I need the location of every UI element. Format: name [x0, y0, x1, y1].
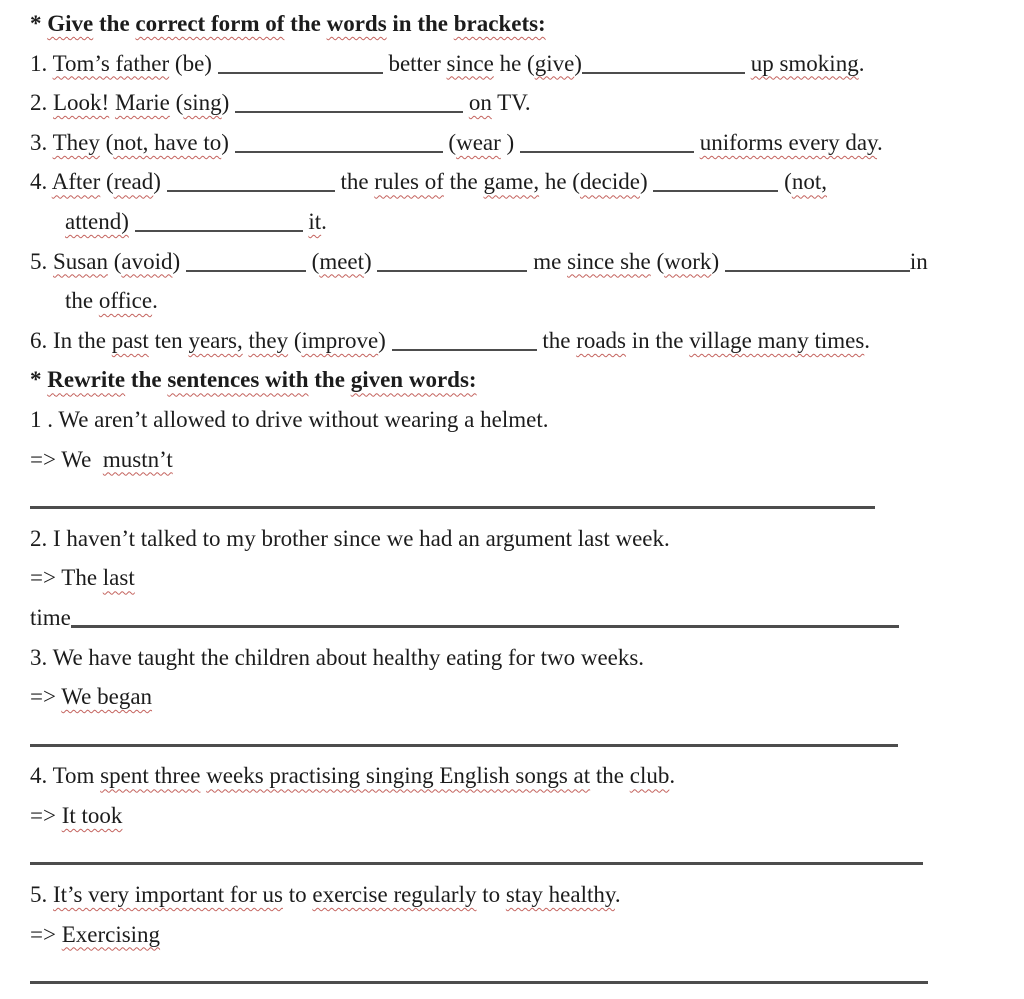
text-run: => The — [30, 565, 103, 591]
text-run: to — [476, 882, 506, 908]
spellcheck-flagged-text: sentences with — [167, 367, 309, 393]
spellcheck-flagged-text: past — [111, 327, 149, 353]
spellcheck-flagged-text: improve — [301, 327, 379, 353]
spellcheck-flagged-text: not, — [791, 169, 827, 195]
spellcheck-flagged-text: Look! — [53, 90, 110, 116]
text-run: . — [152, 288, 158, 314]
spellcheck-flagged-text: read — [113, 169, 154, 195]
spellcheck-flagged-text: roads — [576, 327, 627, 353]
spellcheck-flagged-text: meet — [319, 248, 365, 274]
text-run: ( — [107, 248, 122, 274]
answer-blank — [235, 111, 463, 113]
spellcheck-flagged-text: Exercising — [61, 921, 161, 947]
text-run: 1 . We aren’t allowed to drive without wearing a helmet. — [30, 406, 549, 432]
text-run: ) — [364, 248, 378, 274]
spellcheck-flagged-text: uniforms every day — [699, 129, 878, 155]
text-run: TV. — [491, 90, 531, 116]
q4-line1 — [0, 162, 1024, 202]
spellcheck-flagged-text: sing — [183, 90, 222, 116]
text-run: ) — [711, 248, 725, 274]
q5-line2 — [0, 281, 1024, 321]
spellcheck-flagged-text: given words: — [350, 367, 477, 393]
text-run: 5. — [30, 248, 53, 274]
answer-blank — [30, 744, 898, 747]
text-run: ( — [650, 248, 665, 274]
answer-blank — [725, 270, 910, 272]
q3 — [0, 123, 1024, 163]
text-run: the — [284, 11, 327, 36]
text-run: 5. — [30, 882, 53, 908]
r1-prompt — [0, 440, 1024, 480]
text-run: the — [536, 327, 577, 353]
text-run: better — [382, 50, 447, 76]
spellcheck-flagged-text: We began — [61, 684, 153, 710]
text-run: 2. I haven’t talked to my brother since we had an argument last week. — [30, 525, 670, 551]
text-run: the — [308, 367, 351, 393]
text-run: the — [65, 288, 99, 314]
spellcheck-flagged-text: wear — [456, 129, 501, 155]
text-run: ) — [221, 129, 235, 155]
r1-blank — [0, 479, 1024, 519]
heading-part1 — [0, 4, 1024, 44]
spellcheck-flagged-text: Marie — [114, 90, 170, 116]
spellcheck-flagged-text: Tom’s father — [52, 50, 170, 76]
spellcheck-flagged-text: attend) — [65, 208, 129, 234]
r4-blank — [0, 835, 1024, 875]
r3-sentence — [0, 638, 1024, 678]
text-run: he ( — [493, 50, 535, 76]
spellcheck-flagged-text: village many times — [689, 327, 865, 353]
text-run: 2. — [30, 90, 53, 116]
spellcheck-flagged-text: words — [326, 11, 387, 36]
spellcheck-flagged-text: After — [51, 169, 101, 195]
text-run: 3. — [30, 129, 53, 155]
q6 — [0, 321, 1024, 361]
spellcheck-flagged-text: mustn’t — [102, 446, 173, 472]
text-run: => We — [30, 446, 103, 472]
text-run: the — [590, 763, 630, 789]
r3-prompt — [0, 677, 1024, 717]
spellcheck-flagged-text: since — [446, 50, 494, 76]
text-run: the — [443, 169, 484, 195]
text-run: ( — [99, 129, 114, 155]
text-run: ( — [442, 129, 457, 155]
q1 — [0, 44, 1024, 84]
text-run: (be) — [169, 50, 218, 76]
text-run: the — [334, 169, 375, 195]
q4-line2 — [0, 202, 1024, 242]
answer-blank — [30, 506, 875, 509]
spellcheck-flagged-text: exercise regularly — [312, 882, 477, 908]
text-run: ( — [100, 169, 114, 195]
text-run: to — [282, 882, 313, 908]
r4-prompt — [0, 796, 1024, 836]
spellcheck-flagged-text: decide — [579, 169, 640, 195]
spellcheck-flagged-text: last — [102, 565, 135, 591]
answer-blank — [235, 151, 443, 153]
r3-blank — [0, 717, 1024, 757]
text-run: . — [877, 129, 883, 155]
text-run: the — [125, 367, 168, 393]
spellcheck-flagged-text: office — [98, 288, 153, 314]
text-run: 4. — [30, 169, 52, 195]
spellcheck-flagged-text: Rewrite — [47, 367, 126, 393]
r5-sentence — [0, 875, 1024, 915]
spellcheck-flagged-text: work — [664, 248, 712, 274]
text-run: . — [864, 327, 871, 353]
text-run: in the — [626, 327, 690, 353]
spellcheck-flagged-text: Give — [47, 11, 94, 36]
text-run: me — [527, 248, 568, 274]
answer-blank — [135, 230, 303, 232]
spellcheck-flagged-text: on — [468, 90, 492, 116]
text-run: 3. We have taught the children about healthy eating for two weeks. — [30, 644, 645, 670]
text-run: ) — [153, 169, 167, 195]
text-run: => — [30, 802, 62, 828]
spellcheck-flagged-text: not, have to — [113, 129, 222, 155]
answer-blank — [167, 190, 335, 192]
r2-prompt — [0, 558, 1024, 598]
spellcheck-flagged-text: since she — [567, 248, 651, 274]
heading-part2 — [0, 360, 1024, 400]
text-run: ) — [221, 90, 236, 116]
text-run: * — [30, 367, 48, 393]
spellcheck-flagged-text: avoid — [121, 248, 173, 274]
text-run: ) — [172, 248, 186, 274]
spellcheck-flagged-text: years, — [188, 327, 243, 353]
spellcheck-flagged-text: They — [52, 129, 100, 155]
r5-blank — [0, 954, 1024, 994]
spellcheck-flagged-text: correct form of — [135, 11, 285, 36]
answer-blank — [653, 190, 778, 192]
text-run: he ( — [539, 169, 580, 195]
answer-blank — [377, 270, 527, 272]
spellcheck-flagged-text: It took — [61, 802, 123, 828]
text-run: 6. In the — [30, 327, 112, 353]
text-run: ( — [169, 90, 184, 116]
text-run: ) — [378, 327, 392, 353]
text-run: . — [321, 208, 327, 234]
spellcheck-flagged-text: brackets: — [453, 11, 546, 36]
answer-blank — [71, 625, 899, 628]
text-run: 1. — [30, 50, 53, 76]
text-run: * — [30, 11, 48, 36]
spellcheck-flagged-text: weeks practising singing English songs at — [206, 763, 591, 789]
r2-blank — [0, 598, 1024, 638]
spellcheck-flagged-text: rules of — [374, 169, 444, 195]
r1-sentence — [0, 400, 1024, 440]
spellcheck-flagged-text: up smoking — [750, 50, 859, 76]
text-run: ten — [148, 327, 189, 353]
text-run: => — [30, 921, 62, 947]
spellcheck-flagged-text: stay healthy — [505, 882, 615, 908]
r4-sentence — [0, 756, 1024, 796]
text-run: ) — [639, 169, 654, 195]
spellcheck-flagged-text: give — [534, 50, 575, 76]
text-run: . — [669, 763, 676, 789]
answer-blank — [218, 72, 383, 74]
q2 — [0, 83, 1024, 123]
text-run: in the — [386, 11, 454, 36]
answer-blank — [30, 862, 923, 865]
text-run: ) — [574, 50, 582, 76]
spellcheck-flagged-text: spent three — [100, 763, 201, 789]
spellcheck-flagged-text: club — [629, 763, 670, 789]
text-run: time — [30, 604, 71, 630]
r2-sentence — [0, 519, 1024, 559]
spellcheck-flagged-text: they — [248, 327, 289, 353]
text-run: ( — [305, 248, 320, 274]
spellcheck-flagged-text: game, — [483, 169, 540, 195]
q5-line1 — [0, 242, 1024, 282]
answer-blank — [392, 349, 537, 351]
text-run: . — [858, 50, 865, 76]
text-run: the — [93, 11, 136, 36]
answer-blank — [186, 270, 306, 272]
spellcheck-flagged-text: it — [308, 208, 322, 234]
text-run: in — [909, 248, 928, 274]
spellcheck-flagged-text: Susan — [53, 248, 108, 274]
answer-blank — [520, 151, 694, 153]
r5-prompt — [0, 915, 1024, 955]
text-run: ( — [288, 327, 302, 353]
text-run: 4. Tom — [30, 763, 101, 789]
text-run: . — [614, 882, 621, 908]
text-run: => — [30, 684, 62, 710]
text-run: ) — [500, 129, 520, 155]
answer-blank — [582, 72, 745, 74]
spellcheck-flagged-text: It’s very important for us — [53, 882, 283, 908]
answer-blank — [30, 981, 928, 984]
text-run: ( — [778, 169, 792, 195]
